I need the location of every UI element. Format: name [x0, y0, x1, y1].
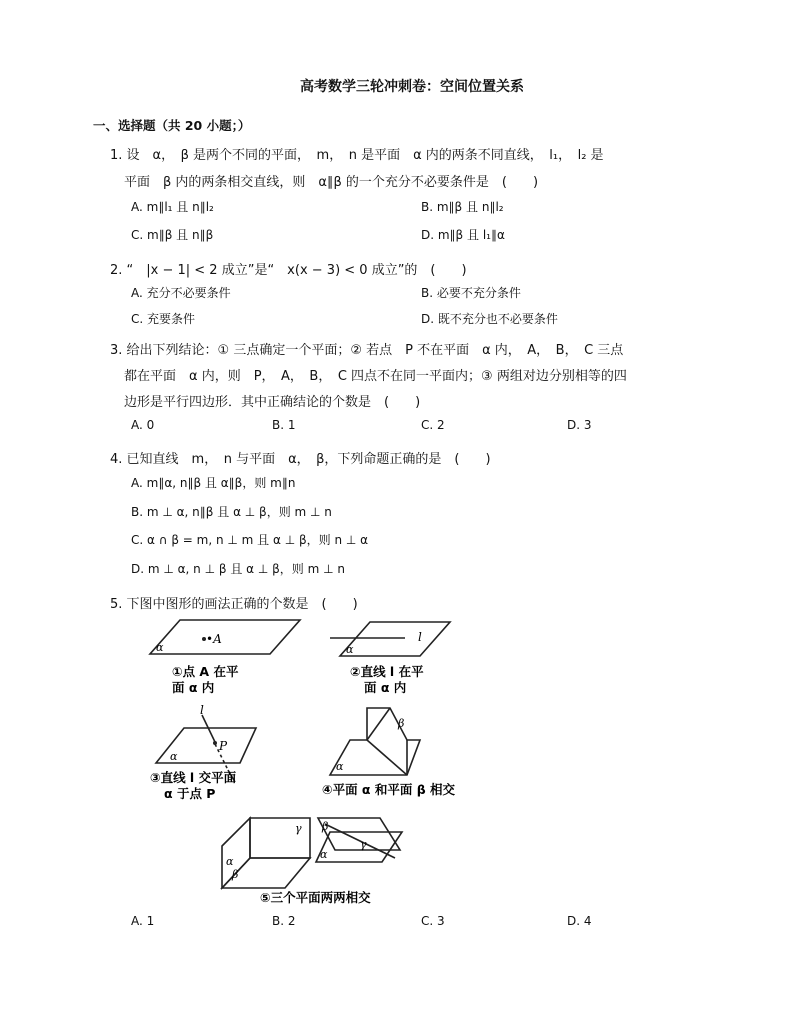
q2-option-c[interactable]: C. 充要条件	[131, 312, 196, 326]
q2-stem: 2. “ |x − 1| < 2 成立”是“ x(x − 3) < 0 成立”的 ( )	[110, 263, 467, 278]
fig3-caption-1: ③直线 l 交平面	[150, 770, 237, 785]
fig3-point-p	[213, 741, 217, 745]
q5-stem: 5. 下图中图形的画法正确的个数是 ( )	[110, 597, 358, 612]
fig4-caption: ④平面 α 和平面 β 相交	[322, 782, 456, 797]
q4-option-c[interactable]: C. α ∩ β = m, n ⊥ m 且 α ⊥ β，则 n ⊥ α	[131, 533, 369, 547]
fig1-label-a: •A	[206, 632, 222, 646]
fig2-alpha: α	[346, 643, 354, 656]
page-title: 高考数学三轮冲刺卷：空间位置关系	[300, 79, 524, 95]
fig5b-beta: β	[322, 820, 329, 833]
q3-option-b[interactable]: B. 1	[272, 418, 296, 432]
q3-option-d[interactable]: D. 3	[567, 418, 592, 432]
q2-option-a[interactable]: A. 充分不必要条件	[131, 286, 231, 300]
fig1-caption-2: 面 α 内	[172, 680, 215, 695]
q5-figure	[120, 610, 480, 910]
q3-stem-line3: 边形是平行四边形．其中正确结论的个数是 ( )	[124, 395, 421, 410]
q1-option-d[interactable]: D. m∥β 且 l₁∥α	[421, 228, 505, 242]
fig5b-gamma: γ	[360, 838, 367, 851]
fig5a-beta: β	[232, 868, 239, 881]
fig5b-plane-2	[316, 832, 402, 862]
q3-stem-line1: 3. 给出下列结论：① 三点确定一个平面；② 若点 P 不在平面 α 内， A， B， C 三点	[110, 343, 624, 358]
fig4-alpha: α	[336, 760, 344, 773]
fig1-plane	[150, 620, 300, 654]
fig1-alpha: α	[156, 641, 164, 654]
fig2-caption-2: 面 α 内	[364, 680, 407, 695]
q1-option-c[interactable]: C. m∥β 且 n∥β	[131, 228, 214, 242]
q2-option-d[interactable]: D. 既不充分也不必要条件	[421, 312, 558, 326]
fig2-plane	[340, 622, 450, 656]
q5-option-b[interactable]: B. 2	[272, 914, 296, 928]
q1-option-a[interactable]: A. m∥l₁ 且 n∥l₂	[131, 200, 214, 214]
fig5b-plane-1	[318, 818, 400, 850]
section-heading: 一、选择题（共 20 小题；）	[93, 118, 251, 133]
fig5a-gamma: γ	[295, 822, 302, 835]
q1-stem-line2: 平面 β 内的两条相交直线，则 α∥β 的一个充分不必要条件是 ( )	[124, 175, 539, 190]
q5-option-c[interactable]: C. 3	[421, 914, 445, 928]
fig3-alpha: α	[170, 750, 178, 763]
q4-option-a[interactable]: A. m∥α, n∥β 且 α∥β，则 m∥n	[131, 476, 296, 490]
fig5a-alpha: α	[226, 855, 234, 868]
q5-option-a[interactable]: A. 1	[131, 914, 155, 928]
q4-option-b[interactable]: B. m ⊥ α, n∥β 且 α ⊥ β，则 m ⊥ n	[131, 505, 332, 519]
fig1-caption-1: ①点 A 在平	[172, 664, 239, 679]
q3-stem-line2: 都在平面 α 内，则 P， A， B， C 四点不在同一平面内；③ 两组对边分别相等的四	[124, 369, 627, 384]
fig5-caption: ⑤三个平面两两相交	[260, 890, 371, 905]
fig3-label-p: P	[219, 739, 228, 753]
q1-stem-line1: 1. 设 α， β 是两个不同的平面， m， n 是平面 α 内的两条不同直线， l₁， l₂ 是	[110, 148, 604, 163]
q4-stem: 4. 已知直线 m， n 与平面 α， β，下列命题正确的是 ( )	[110, 452, 491, 467]
q5-option-d[interactable]: D. 4	[567, 914, 592, 928]
fig4-beta: β	[398, 717, 405, 730]
fig4-edge	[367, 708, 390, 740]
fig3-caption-2: α 于点 P	[164, 786, 216, 801]
q4-option-d[interactable]: D. m ⊥ α, n ⊥ β 且 α ⊥ β，则 m ⊥ n	[131, 562, 345, 576]
q1-option-b[interactable]: B. m∥β 且 n∥l₂	[421, 200, 504, 214]
fig2-caption-1: ②直线 l 在平	[350, 664, 424, 679]
q2-option-b[interactable]: B. 必要不充分条件	[421, 286, 521, 300]
fig4-intersection	[367, 740, 407, 775]
fig2-label-l: l	[418, 630, 422, 644]
q3-option-a[interactable]: A. 0	[131, 418, 155, 432]
fig3-label-l: l	[200, 703, 204, 717]
fig5b-alpha: α	[320, 848, 328, 861]
q3-option-c[interactable]: C. 2	[421, 418, 445, 432]
